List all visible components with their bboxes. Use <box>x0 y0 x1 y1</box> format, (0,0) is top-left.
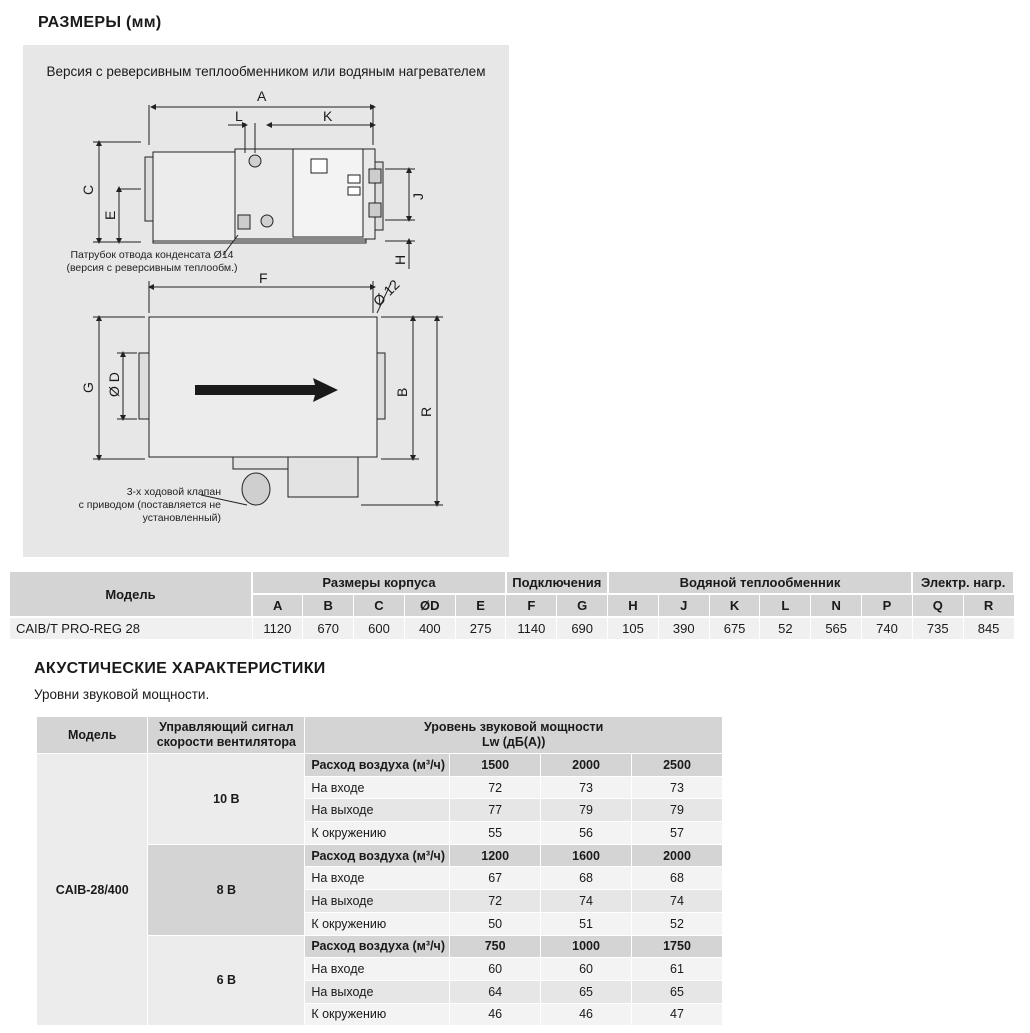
value-cell: 64 <box>450 980 541 1003</box>
header-model: Модель <box>37 717 148 754</box>
row-label: На выходе <box>305 980 450 1003</box>
value-cell: 600 <box>354 617 405 639</box>
signal-8v: 8 В <box>148 844 305 935</box>
label-b: B <box>394 387 410 397</box>
flow-label: Расход воздуха (м³/ч) <box>305 844 450 867</box>
value-cell: 77 <box>450 799 541 822</box>
dims-group-row <box>10 572 1014 594</box>
value-cell: 55 <box>450 822 541 845</box>
value-cell: 565 <box>811 617 862 639</box>
condensate-note: Патрубок отвода конденсата Ø14 (версия с реверсивным теплообм.) <box>66 249 238 274</box>
flow-label: Расход воздуха (м³/ч) <box>305 754 450 777</box>
header-signal: Управляющий сигнал скорости вентилятора <box>148 717 305 754</box>
row-label: К окружению <box>305 1003 450 1025</box>
group-water-coil: Водяной теплообменник <box>608 572 913 594</box>
label-k: K <box>323 108 333 124</box>
label-l: L <box>235 108 243 124</box>
row-label: На входе <box>305 867 450 890</box>
header-level: Уровень звуковой мощности Lw (дБ(A)) <box>305 717 723 754</box>
value-cell: 1120 <box>252 617 303 639</box>
col-header: Q <box>912 594 963 617</box>
acoustic-model: CAIB-28/400 <box>37 754 148 1026</box>
label-f: F <box>259 270 268 286</box>
col-header: A <box>252 594 303 617</box>
col-header: P <box>862 594 913 617</box>
acoustic-subtitle: Уровни звуковой мощности. <box>34 687 210 702</box>
flow-value: 1600 <box>541 844 632 867</box>
value-cell: 670 <box>303 617 354 639</box>
value-cell: 57 <box>632 822 723 845</box>
value-cell: 390 <box>658 617 709 639</box>
value-cell: 60 <box>541 958 632 981</box>
flow-row <box>37 754 723 777</box>
group-connections: Подключения <box>506 572 608 594</box>
side-view <box>93 105 415 269</box>
value-cell: 275 <box>455 617 506 639</box>
col-header: N <box>811 594 862 617</box>
value-cell: 845 <box>963 617 1014 639</box>
col-header: F <box>506 594 557 617</box>
label-e: E <box>102 210 118 220</box>
col-header: H <box>608 594 659 617</box>
label-j: J <box>410 193 426 200</box>
acoustic-table <box>37 716 723 1025</box>
label-d: Ø D <box>106 372 122 397</box>
value-cell: 65 <box>541 980 632 1003</box>
value-cell: 50 <box>450 912 541 935</box>
col-header: J <box>658 594 709 617</box>
value-cell: 47 <box>632 1003 723 1025</box>
value-cell: 46 <box>541 1003 632 1025</box>
value-cell: 72 <box>450 776 541 799</box>
col-header: G <box>557 594 608 617</box>
value-cell: 740 <box>862 617 913 639</box>
col-header: R <box>963 594 1014 617</box>
dimension-drawing <box>23 45 509 557</box>
value-cell: 46 <box>450 1003 541 1025</box>
flow-value: 1000 <box>541 935 632 958</box>
signal-6v: 6 В <box>148 935 305 1025</box>
value-cell: 400 <box>404 617 455 639</box>
label-dia12: Ø 12 <box>369 276 403 310</box>
label-r: R <box>418 406 434 417</box>
value-cell: 65 <box>632 980 723 1003</box>
value-cell: 60 <box>450 958 541 981</box>
drawing-caption: Версия с реверсивным теплообменником или водяным нагревателем <box>46 64 486 79</box>
dimensions-table <box>10 572 1015 639</box>
value-cell: 735 <box>912 617 963 639</box>
value-cell: 51 <box>541 912 632 935</box>
value-cell: 73 <box>541 776 632 799</box>
valve-note: 3-х ходовой клапан с приводом (поставляется не установленный) <box>78 486 221 524</box>
acoustic-title: АКУСТИЧЕСКИЕ ХАРАКТЕРИСТИКИ <box>34 660 326 677</box>
flow-value: 1750 <box>632 935 723 958</box>
acoustic-header-row <box>37 717 723 754</box>
dimensions-title: РАЗМЕРЫ (мм) <box>38 14 162 31</box>
group-electric-heater: Электр. нагр. <box>912 572 1014 594</box>
col-header: K <box>709 594 760 617</box>
col-header: E <box>455 594 506 617</box>
table-row <box>10 617 1014 639</box>
label-h: H <box>392 254 408 265</box>
label-c: C <box>80 184 96 195</box>
value-cell: 56 <box>541 822 632 845</box>
flow-value: 2000 <box>632 844 723 867</box>
signal-10v: 10 В <box>148 754 305 845</box>
value-cell: 690 <box>557 617 608 639</box>
col-header: ØD <box>404 594 455 617</box>
dims-model-header: Модель <box>10 572 252 617</box>
value-cell: 74 <box>541 890 632 913</box>
flow-value: 2500 <box>632 754 723 777</box>
col-header: B <box>303 594 354 617</box>
col-header: L <box>760 594 811 617</box>
row-label: На входе <box>305 776 450 799</box>
value-cell: 105 <box>608 617 659 639</box>
value-cell: 73 <box>632 776 723 799</box>
row-label: На входе <box>305 958 450 981</box>
flow-value: 1500 <box>450 754 541 777</box>
flow-value: 750 <box>450 935 541 958</box>
flow-value: 1200 <box>450 844 541 867</box>
group-body-dims: Размеры корпуса <box>252 572 506 594</box>
row-label: На выходе <box>305 799 450 822</box>
value-cell: 79 <box>541 799 632 822</box>
value-cell: 79 <box>632 799 723 822</box>
col-header: C <box>354 594 405 617</box>
value-cell: 67 <box>450 867 541 890</box>
value-cell: 61 <box>632 958 723 981</box>
value-cell: 1140 <box>506 617 557 639</box>
flow-label: Расход воздуха (м³/ч) <box>305 935 450 958</box>
flow-value: 2000 <box>541 754 632 777</box>
value-cell: 72 <box>450 890 541 913</box>
label-a: A <box>257 88 267 104</box>
value-cell: 675 <box>709 617 760 639</box>
value-cell: 68 <box>541 867 632 890</box>
value-cell: 68 <box>632 867 723 890</box>
row-label: На выходе <box>305 890 450 913</box>
value-cell: 52 <box>760 617 811 639</box>
model-name: CAIB/T PRO-REG 28 <box>10 617 252 639</box>
row-label: К окружению <box>305 912 450 935</box>
value-cell: 74 <box>632 890 723 913</box>
label-g: G <box>80 382 96 393</box>
value-cell: 52 <box>632 912 723 935</box>
row-label: К окружению <box>305 822 450 845</box>
unit-drawing-svg <box>23 45 509 557</box>
